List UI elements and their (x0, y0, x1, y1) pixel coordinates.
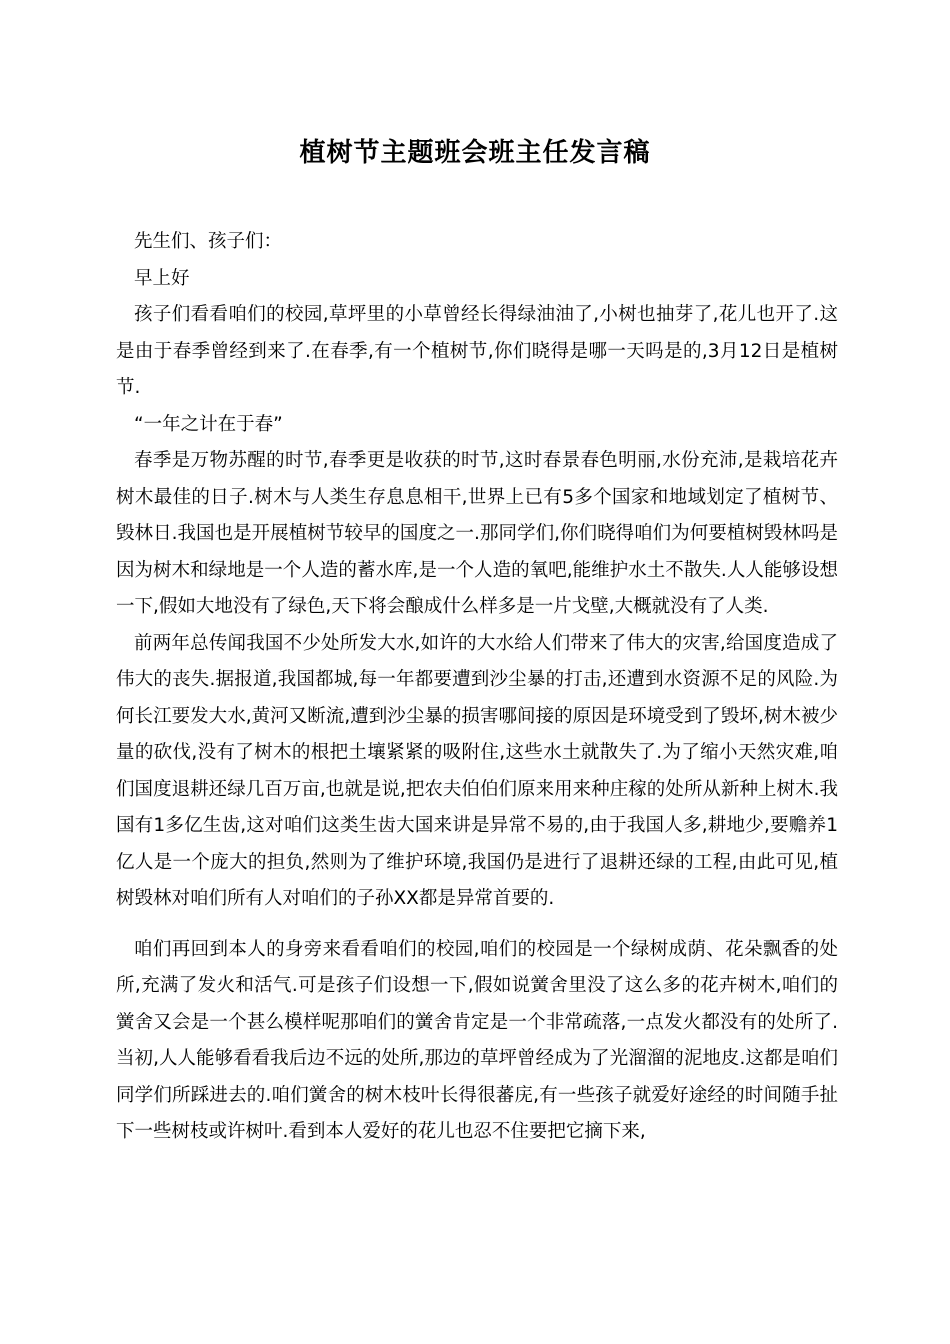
paragraph: 咱们再回到本人的身旁来看看咱们的校园,咱们的校园是一个绿树成荫、花朵飘香的处所,充满了发火和活气.可是孩子们设想一下,假如说黉舍里没了这么多的花卉树木,咱们的黉舍又会是一个甚么模样呢那咱们的黉舍肯定是一个非常疏落,一点发火都没有的处所了.当初,人人能够看看我后边不远的处所,那边的草坪曾经成为了光溜溜的泥地皮.这都是咱们同学们所踩进去的.咱们黉舍的树木枝叶长得很蕃庑,有一些孩子就爱好途经的时间随手扯下一些树枝或许树叶.看到本人爱好的花儿也忍不住要把它摘下来, (116, 938, 838, 1142)
quote-line: “一年之计在于春” (134, 413, 283, 435)
document-title: 植树节主题班会班主任发言稿 (299, 138, 651, 168)
salutation: 先生们、孩子们： (134, 231, 283, 252)
greeting: 早上好 (134, 267, 190, 289)
document-body (116, 224, 838, 1151)
paragraph: 孩子们看看咱们的校园,草坪里的小草曾经长得绿油油了,小树也抽芽了,花儿也开了.这是由于春季曾经到来了.在春季,有一个植树节,你们晓得是哪一天吗是的,3月12日是植树节. (116, 304, 838, 398)
paragraph: 春季是万物苏醒的时节,春季更是收获的时节,这时春景春色明丽,水份充沛,是栽培花卉树木最佳的日子.树木与人类生存息息相干,世界上已有5多个国家和地域划定了植树节、毁林日.我国也是开展植树节较早的国度之一.那同学们,你们晓得咱们为何要植树毁林吗是因为树木和绿地是一个人造的蓄水库,是一个人造的氧吧,能维护水土不散失.人人能够设想一下,假如大地没有了绿色,天下将会酿成什么样多是一片戈壁,大概就没有了人类. (116, 450, 838, 617)
paragraph: 前两年总传闻我国不少处所发大水,如许的大水给人们带来了伟大的灾害,给国度造成了伟大的丧失.据报道,我国都城,每一年都要遭到沙尘暴的打击,还遭到水资源不足的风险.为何长江要发大水,黄河又断流,遭到沙尘暴的损害哪间接的原因是环境受到了毁坏,树木被少量的砍伐,没有了树木的根把土壤紧紧的吸附住,这些水土就散失了.为了缩小天然灾难,咱们国度退耕还绿几百万亩,也就是说,把农夫伯伯们原来用来种庄稼的处所从新种上树木.我国有1多亿生齿,这对咱们这类生齿大国来讲是异常不易的,由于我国人多,耕地少,要赡养1亿人是一个庞大的担负,然则为了维护环境,我国仍是进行了退耕还绿的工程,由此可见,植树毁林对咱们所有人对咱们的子孙XX都是异常首要的. (116, 632, 838, 909)
